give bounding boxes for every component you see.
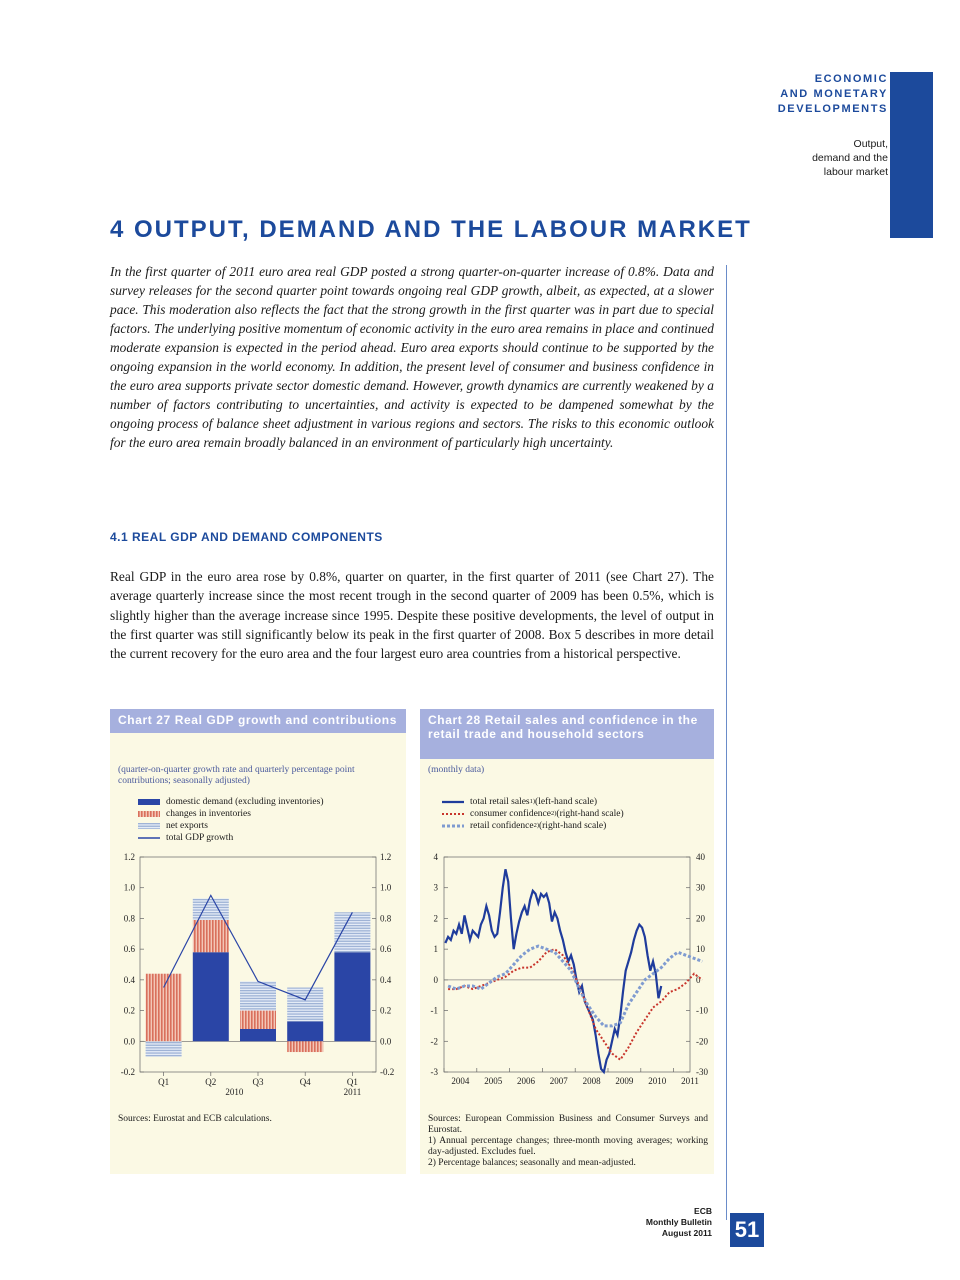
y-tick-label-left: 1 <box>433 944 438 955</box>
chart28-plot <box>420 847 714 1107</box>
y-tick-label-right: 0.8 <box>380 913 392 924</box>
chart27-source: Sources: Eurostat and ECB calculations. <box>118 1114 272 1124</box>
x-tick-label: 2008 <box>582 1076 601 1086</box>
legend-consumer-confidence <box>442 808 624 820</box>
consumer-confidence-line <box>448 949 702 1060</box>
bar-net-exports <box>334 912 370 952</box>
x-tick-label: Q1 <box>158 1077 170 1087</box>
y-tick-label-left: 0.4 <box>123 974 135 985</box>
y-tick-label-right: 0.2 <box>380 1005 392 1016</box>
chart27-note: (quarter-on-quarter growth rate and quarterly percentage point contributions; seasonally adjusted) <box>118 765 355 786</box>
chart28-sources <box>428 1114 708 1169</box>
legend-swatch-retail-conf <box>442 823 464 829</box>
legend-label: total GDP growth <box>166 833 234 843</box>
chapter-title: 4 OUTPUT, DEMAND AND THE LABOUR MARKET <box>110 216 752 243</box>
y-tick-label-left: 3 <box>433 882 438 893</box>
y-tick-label-right: 1.2 <box>380 852 392 862</box>
section-line-2: AND MONETARY <box>780 88 888 100</box>
y-tick-label-left: 0.6 <box>123 944 135 955</box>
legend-note-ref: 2) <box>550 810 557 817</box>
year-label-2011: 2011 <box>343 1087 362 1097</box>
bar-domestic-demand <box>287 1021 323 1041</box>
footer-line-3: August 2011 <box>661 1228 712 1238</box>
page-number: 51 <box>730 1213 764 1247</box>
x-tick-label: Q2 <box>205 1077 217 1087</box>
legend-note-ref: 2) <box>533 822 539 829</box>
legend-swatch-retail-sales <box>442 799 464 805</box>
legend-scale: (left-hand scale) <box>535 797 598 807</box>
legend-swatch-inventories <box>138 811 160 817</box>
y-tick-label-right: 20 <box>696 913 705 924</box>
x-tick-label: 2010 <box>648 1076 667 1086</box>
section-tab-marker <box>890 72 933 238</box>
y-tick-label-left: 0 <box>433 974 438 985</box>
body-paragraph: Real GDP in the euro area rose by 0.8%, quarter on quarter, in the first quarter of 2011 (see Chart 27). The average quarterly increase since the most recent trough in the second quarter of 2009 has been 0.5%, which is slightly higher than the average increase since 1995. Despite these positive developments, the level of output in the first quarter was still significantly below its peak in the first quarter of 2008. Box 5 describes in more detail the current recovery for the euro area and the four largest euro area countries from a historical perspective. <box>110 569 714 662</box>
legend-net-exports <box>138 820 324 832</box>
y-tick-label-left: 4 <box>433 852 438 862</box>
bar-net-exports <box>287 988 323 1022</box>
intro-paragraph: In the first quarter of 2011 euro area real GDP posted a strong quarter-on-quarter increase of 0.8%. Data and survey releases for the second quarter point towards ongoing real GDP growth, albeit, as expected, at a slower pace. This moderation also reflects the fact that the strong growth in the first quarter was in part due to special factors. The underlying positive momentum of economic activity in the euro area remains in place and continued moderate expansion is expected in the period ahead. Euro area exports should continue to be supported by the ongoing expansion in the world economy. In addition, the present level of consumer and business confidence in the euro area supports private sector domestic demand. However, growth dynamics are currently weakened by a number of factors contributing to uncertainties, and activity is expected to be dampened somewhat by the ongoing process of balance sheet adjustment in various regions and sectors. The risks to this economic outlook for the euro area remain broadly balanced in an environment of particularly high uncertainty. <box>110 264 714 450</box>
footer-line-1: ECB <box>694 1206 712 1216</box>
section-line-1: ECONOMIC <box>814 73 888 85</box>
y-tick-label-right: 10 <box>696 944 705 955</box>
legend-scale: (right-hand scale) <box>538 821 607 831</box>
subsection-line-1: Output, <box>853 138 888 150</box>
legend-label: domestic demand (excluding inventories) <box>166 797 324 807</box>
chart28-heading: Chart 28 Retail sales and confidence in the retail trade and household sectors <box>420 709 714 759</box>
x-tick-label: 2009 <box>615 1076 634 1086</box>
subsection-line-3: labour market <box>823 166 888 178</box>
bar-domestic-demand <box>193 952 229 1041</box>
y-tick-label-right: 40 <box>696 852 705 862</box>
y-tick-label-left: -2 <box>430 1036 438 1047</box>
y-tick-label-right: 1.0 <box>380 882 392 893</box>
bar-inventories <box>287 1041 323 1052</box>
x-tick-label: 2011 <box>681 1076 699 1086</box>
chart28-footnote-2: 2) Percentage balances; seasonally and mean-adjusted. <box>428 1158 636 1168</box>
margin-rule <box>726 265 727 1220</box>
y-tick-label-left: 0.0 <box>123 1036 135 1047</box>
chart27-plot <box>110 847 406 1119</box>
y-tick-label-left: -1 <box>430 1005 438 1016</box>
legend-inventories <box>138 808 324 820</box>
footer-publication <box>646 1206 712 1239</box>
section-heading: 4.1 REAL GDP AND DEMAND COMPONENTS <box>110 530 383 544</box>
x-tick-label: Q4 <box>299 1077 311 1087</box>
x-tick-label: 2005 <box>484 1076 503 1086</box>
legend-retail-confidence <box>442 820 624 832</box>
legend-scale: (right-hand scale) <box>556 809 624 819</box>
legend-retail-sales <box>442 796 624 808</box>
legend-total-gdp <box>138 832 324 844</box>
y-tick-label-right: 0 <box>696 974 701 985</box>
legend-label: net exports <box>166 821 208 831</box>
section-line-3: DEVELOPMENTS <box>777 103 888 115</box>
running-header-section <box>778 72 888 117</box>
legend-label: retail confidence <box>470 821 534 831</box>
chart28-panel <box>420 709 714 1174</box>
chart27-panel <box>110 709 406 1174</box>
chart27-heading: Chart 27 Real GDP growth and contributions <box>110 709 406 733</box>
bar-domestic-demand <box>334 952 370 1041</box>
legend-swatch-total-gdp <box>138 835 160 841</box>
bar-domestic-demand <box>240 1029 276 1041</box>
x-tick-label: 2006 <box>517 1076 535 1086</box>
y-tick-label-left: 0.8 <box>123 913 135 924</box>
running-header-subsection <box>812 137 888 179</box>
y-tick-label-left: 2 <box>433 913 438 924</box>
year-label-2010: 2010 <box>225 1087 244 1097</box>
y-tick-label-right: 0.4 <box>380 974 392 985</box>
bar-inventories <box>193 920 229 952</box>
x-tick-label: Q3 <box>252 1077 264 1087</box>
legend-swatch-net-exports <box>138 823 160 829</box>
x-tick-label: Q1 <box>346 1077 358 1087</box>
legend-note-ref: 1) <box>529 798 536 805</box>
bar-net-exports <box>146 1041 182 1056</box>
legend-swatch-consumer <box>442 811 464 817</box>
y-tick-label-right: 0.6 <box>380 944 392 955</box>
bar-net-exports <box>193 898 229 920</box>
footer-line-2: Monthly Bulletin <box>645 1217 712 1227</box>
y-tick-label-right: -0.2 <box>380 1067 395 1077</box>
chart28-source-line: Sources: European Commission Business and Consumer Surveys and Eurostat. <box>428 1114 708 1135</box>
x-tick-label: 2007 <box>549 1076 568 1086</box>
y-tick-label-right: -20 <box>696 1036 708 1047</box>
y-tick-label-left: 1.0 <box>123 882 135 893</box>
legend-label: consumer confidence <box>470 809 551 819</box>
legend-swatch-domestic <box>138 799 160 805</box>
y-tick-label-left: 0.2 <box>123 1005 135 1016</box>
legend-label: changes in inventories <box>166 809 251 819</box>
y-tick-label-right: -30 <box>696 1067 708 1077</box>
chart28-legend <box>442 796 624 832</box>
bar-inventories <box>240 1011 276 1029</box>
legend-domestic <box>138 796 324 808</box>
y-tick-label-right: -10 <box>696 1005 708 1016</box>
retail-confidence-line <box>448 946 702 1026</box>
y-tick-label-right: 0.0 <box>380 1036 392 1047</box>
y-tick-label-left: -0.2 <box>120 1067 135 1077</box>
y-tick-label-left: 1.2 <box>123 852 135 862</box>
total-retail-sales-line <box>445 869 661 1072</box>
chart28-note: (monthly data) <box>428 765 485 775</box>
y-tick-label-right: 30 <box>696 882 705 893</box>
legend-label: total retail sales <box>470 797 530 807</box>
chart27-legend <box>138 796 324 844</box>
y-tick-label-left: -3 <box>430 1067 438 1077</box>
x-tick-label: 2004 <box>451 1076 470 1086</box>
chart28-footnote-1: 1) Annual percentage changes; three-month moving averages; working day-adjusted. Excludes fuel. <box>428 1136 708 1157</box>
bar-inventories <box>146 974 182 1042</box>
subsection-line-2: demand and the <box>812 152 888 164</box>
